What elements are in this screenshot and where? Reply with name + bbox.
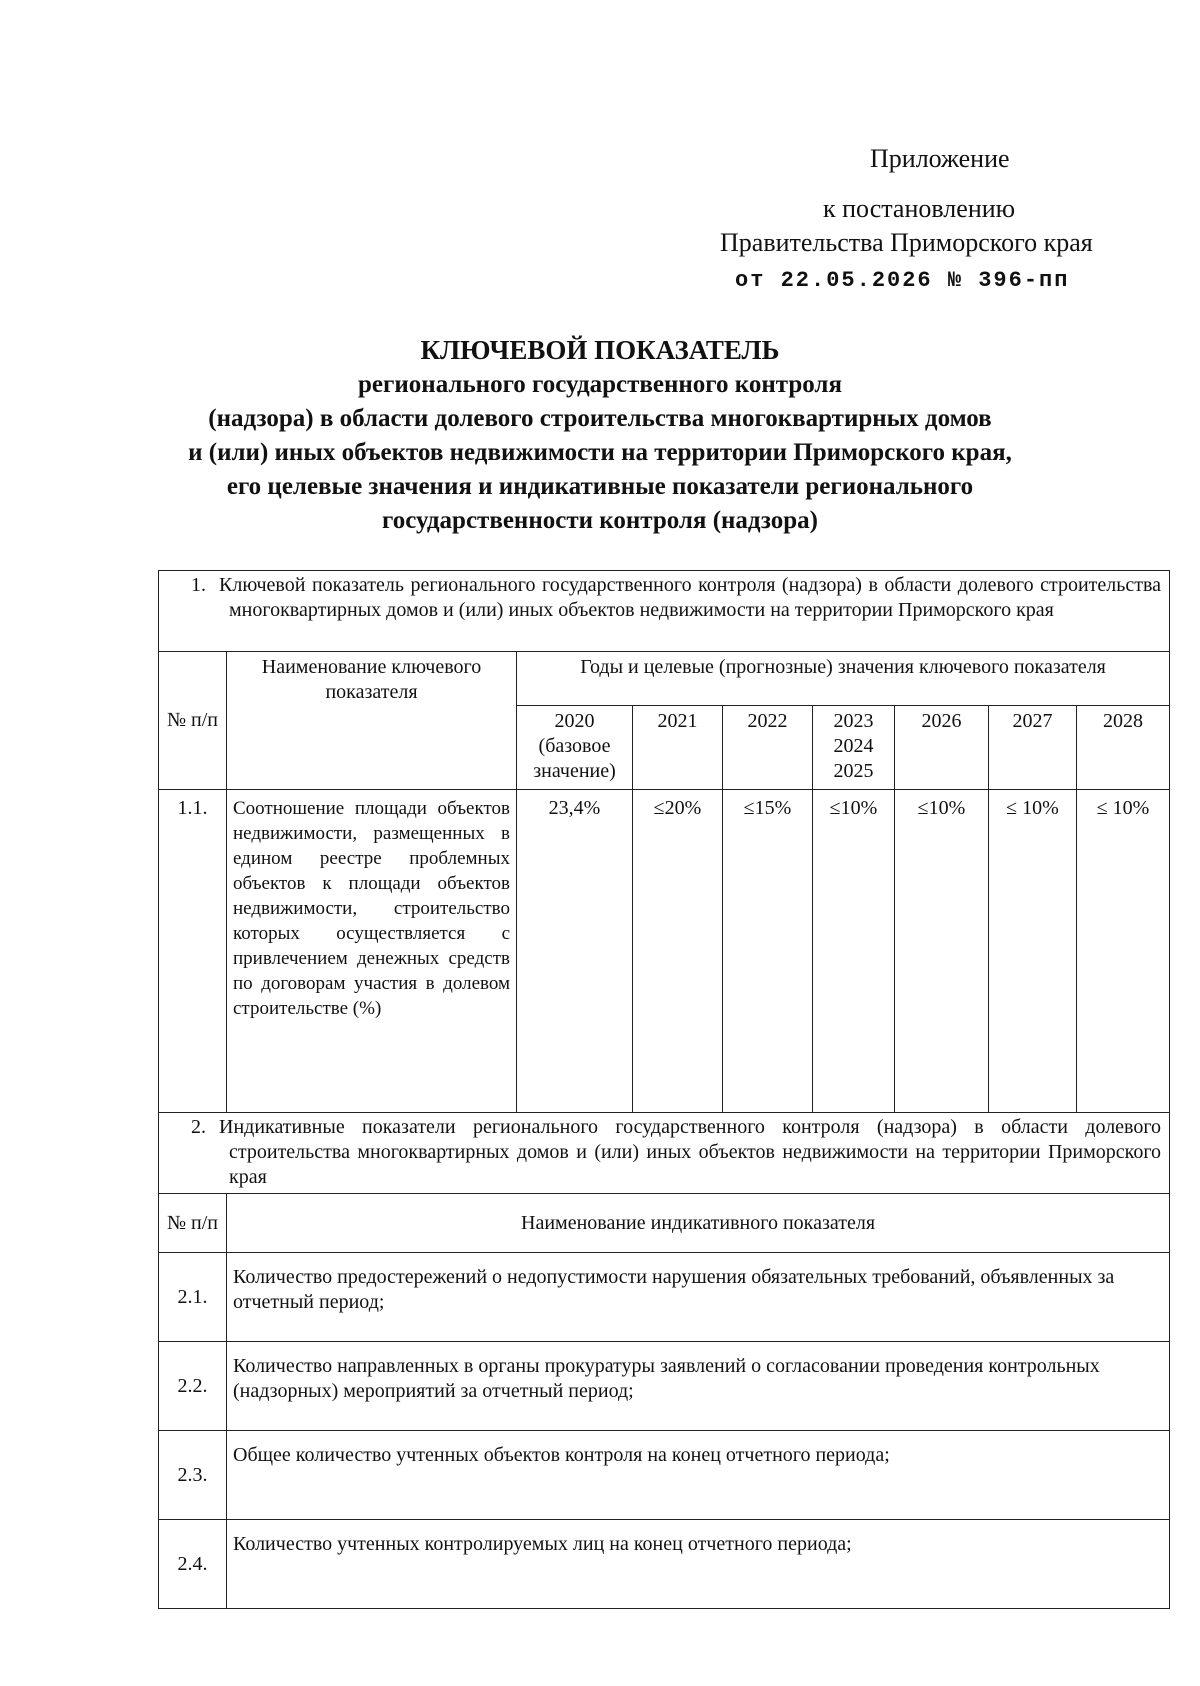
indicator-row-2-1 [159,1253,1170,1342]
heading-main: КЛЮЧЕВОЙ ПОКАЗАТЕЛЬ [420,335,780,365]
appendix-title: Приложение [870,144,1010,173]
value-2023-2025: ≤10% [813,790,895,1113]
heading-line-2: (надзора) в области долевого строительства многоквартирных домов [208,405,992,432]
indicator-row-2-2 [159,1342,1170,1431]
indicator-header-row [159,1194,1170,1253]
heading-line-4: его целевые значения и индикативные показатели регионального [226,473,974,500]
document-heading [150,332,1050,538]
section-1-text: Ключевой показатель регионального государственного контроля (надзора) в области долевого строительства многоквартирных домов и (или) иных объектов недвижимости на территории Приморского края [219,574,1162,621]
appendix-date: от 22.05.2026 № 396-пп [735,268,1070,293]
key-row-name: Соотношение площади объектов недвижимости, размещенных в едином реестре проблемных объектов к площади объектов недвижимости, строительство которых осуществляется с привлечением денежных средств по договорам участия в долевом строительстве (%) [227,790,517,1113]
value-2028: ≤ 10% [1077,790,1170,1113]
section-1-cell [159,571,1170,652]
section-1-row [159,571,1170,652]
key-header-row-1 [159,652,1170,706]
value-2020: 23,4% [517,790,633,1113]
section-2-row [159,1113,1170,1194]
indicator-col-name-header: Наименование индикативного показателя [227,1194,1170,1253]
indicator-row-text: Количество направленных в органы прокуратуры заявлений о согласовании проведения контрольных (надзорных) мероприятий за отчетный период; [227,1342,1170,1431]
section-2-number: 2. [191,1116,206,1138]
year-header-2020: 2020 (базовое значение) [517,706,633,790]
section-1-number: 1. [191,574,206,596]
indicator-row-text: Количество предостережений о недопустимости нарушения обязательных требований, объявленных за отчетный период; [227,1253,1170,1342]
heading-line-1: регионального государственного контроля [358,371,842,398]
section-2-cell [159,1113,1170,1194]
heading-line-5: государственности контроля (надзора) [381,507,819,534]
indicator-row-2-3 [159,1431,1170,1520]
value-2027: ≤ 10% [989,790,1077,1113]
year-header-2022: 2022 [723,706,813,790]
value-2022: ≤15% [723,790,813,1113]
year-header-2027: 2027 [989,706,1077,790]
year-header-2026: 2026 [895,706,989,790]
key-col-name-header: Наименование ключевого показателя [227,652,517,790]
indicator-row-number: 2.2. [159,1342,227,1431]
indicator-row-number: 2.3. [159,1431,227,1520]
heading-line-3: и (или) иных объектов недвижимости на территории Приморского края, [188,439,1012,466]
indicator-col-num-header: № п/п [159,1194,227,1253]
indicator-row-number: 2.4. [159,1520,227,1609]
indicator-row-number: 2.1. [159,1253,227,1342]
indicator-row-text: Общее количество учтенных объектов контроля на конец отчетного периода; [227,1431,1170,1520]
year-header-2023-2025: 2023 2024 2025 [813,706,895,790]
indicator-row-text: Количество учтенных контролируемых лиц на конец отчетного периода; [227,1520,1170,1609]
appendix-line-1: к постановлению [823,194,1016,223]
section-2-text: Индикативные показатели регионального государственного контроля (надзора) в области долевого строительства многоквартирных домов и (или) иных объектов недвижимости на территории Приморского края [219,1116,1162,1188]
year-header-2021: 2021 [633,706,723,790]
value-2026: ≤10% [895,790,989,1113]
key-row-1-1 [159,790,1170,1113]
appendix-line-2: Правительства Приморского края [720,228,1093,257]
indicator-row-2-4 [159,1520,1170,1609]
key-col-years-header: Годы и целевые (прогнозные) значения ключевого показателя [517,652,1170,706]
key-row-number: 1.1. [159,790,227,1113]
value-2021: ≤20% [633,790,723,1113]
year-header-2028: 2028 [1077,706,1170,790]
key-col-num-header: № п/п [159,652,227,790]
indicators-table [158,570,1170,1609]
